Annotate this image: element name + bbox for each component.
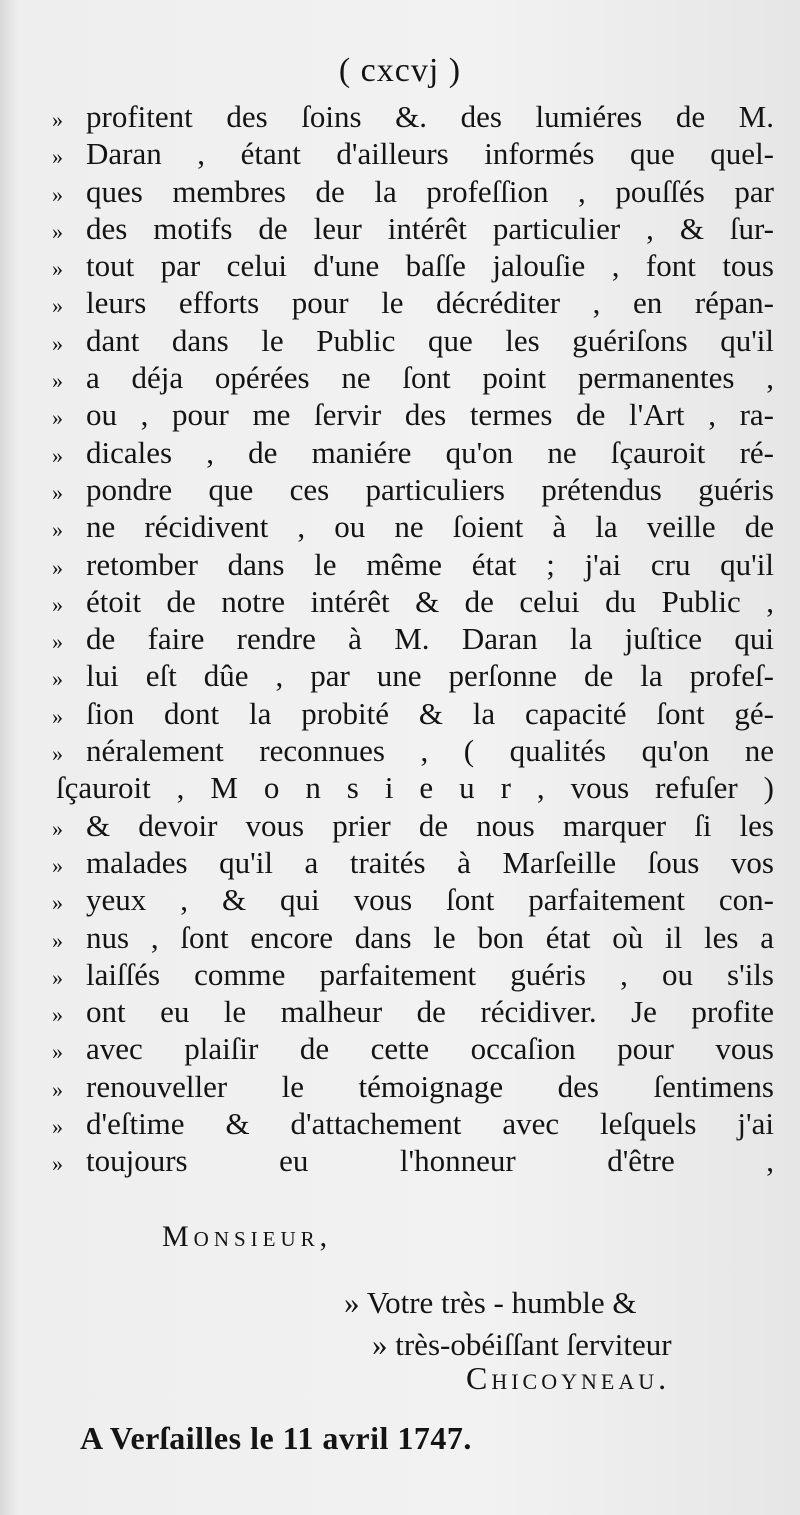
line-text: de faire rendre à M. Daran la juſtice qui <box>86 621 774 657</box>
dateline: A Verſailles le 11 avril 1747. <box>80 1420 472 1456</box>
signature: Chicoyneau. <box>466 1360 671 1396</box>
text-line <box>52 993 774 1030</box>
salutation: Monsieur, <box>162 1220 333 1253</box>
line-text: dicales , de maniére qu'on ne ſçauroit ré- <box>86 434 774 470</box>
line-text: lui eſt dûe , par une perſonne de la profeſ- <box>86 658 774 694</box>
text-line <box>52 844 774 881</box>
quotation-mark: » <box>52 144 63 170</box>
quotation-mark: » <box>52 1114 63 1140</box>
line-text: a déja opérées ne ſont point permanentes , <box>86 360 774 396</box>
text-line <box>52 956 774 993</box>
quotation-mark: » <box>52 181 63 207</box>
quotation-mark: » <box>52 1039 63 1065</box>
quotation-mark: » <box>52 815 63 841</box>
line-text: profitent des ſoins &. des lumiéres de M. <box>86 99 774 134</box>
line-text: pondre que ces particuliers prétendus guéris <box>86 471 774 507</box>
quotation-mark: » <box>52 293 63 319</box>
page-number: ( cxcvj ) <box>338 52 462 89</box>
line-text: Daran , étant d'ailleurs informés que quel- <box>86 136 774 172</box>
line-text: ſion dont la probité & la capacité ſont gé- <box>86 695 774 731</box>
line-text: laiſſés comme parfaitement guéris , ou s'ils <box>86 956 774 992</box>
quotation-mark: » <box>52 256 63 282</box>
sign-off-line: » très-obéiſſant ſerviteur <box>372 1327 672 1362</box>
quotation-mark: » <box>52 442 63 468</box>
quotation-mark: » <box>52 703 63 729</box>
text-line <box>52 1068 774 1105</box>
text-line <box>52 657 774 694</box>
quotation-mark: » <box>52 1151 63 1177</box>
sign-off-line: » Votre très - humble & <box>344 1285 637 1320</box>
text-line <box>52 508 774 545</box>
quotation-mark: » <box>52 218 63 244</box>
line-text: ne récidivent , ou ne ſoient à la veille de <box>86 509 774 545</box>
quotation-mark: » <box>52 517 63 543</box>
text-line <box>52 769 774 806</box>
line-text: renouveller le témoignage des ſentimens <box>86 1068 774 1104</box>
text-line <box>52 98 774 135</box>
line-text: toujours eu l'honneur d'être , <box>86 1143 774 1179</box>
text-line <box>52 919 774 956</box>
text-line <box>52 210 774 247</box>
text-line <box>52 359 774 396</box>
text-line <box>52 695 774 732</box>
text-line <box>52 173 774 210</box>
line-text: malades qu'il a traités à Marſeille ſous vos <box>86 844 774 880</box>
quotation-mark: » <box>52 927 63 953</box>
quotation-mark: » <box>52 479 63 505</box>
line-text: ou , pour me ſervir des termes de l'Art , ra- <box>86 397 774 433</box>
quotation-mark: » <box>52 741 63 767</box>
quotation-mark: » <box>52 591 63 617</box>
text-line <box>52 396 774 433</box>
text-line <box>52 583 774 620</box>
text-line <box>52 1142 774 1179</box>
line-text: retomber dans le même état ; j'ai cru qu'il <box>86 546 774 582</box>
line-text: néralement reconnues , ( qualités qu'on ne <box>86 733 774 769</box>
text-line <box>52 135 774 172</box>
text-line <box>52 322 774 359</box>
line-text: des motifs de leur intérêt particulier , & ſur- <box>86 210 774 246</box>
text-line <box>52 247 774 284</box>
line-text: ont eu le malheur de récidiver. Je profite <box>86 994 774 1030</box>
quotation-mark: » <box>52 554 63 580</box>
line-text: & devoir vous prier de nous marquer ſi les <box>86 807 774 843</box>
text-line <box>52 284 774 321</box>
quotation-mark: » <box>52 1076 63 1102</box>
quotation-mark: » <box>52 330 63 356</box>
quotation-mark: » <box>52 368 63 394</box>
letter-body <box>52 98 774 1180</box>
text-line <box>52 546 774 583</box>
quotation-mark: » <box>52 405 63 431</box>
line-text: ſçauroit , M o n s i e u r , vous refuſer ) <box>56 770 774 806</box>
quotation-mark: » <box>52 890 63 916</box>
line-text: leurs efforts pour le décréditer , en répan- <box>86 285 774 321</box>
quotation-mark: » <box>52 666 63 692</box>
quotation-mark: » <box>52 852 63 878</box>
text-line <box>52 881 774 918</box>
line-text: nus , ſont encore dans le bon état où il les a <box>86 919 774 955</box>
line-text: tout par celui d'une baſſe jalouſie , font tous <box>86 248 774 284</box>
sign-off <box>344 1282 672 1366</box>
quotation-mark: » <box>52 1002 63 1028</box>
text-line <box>52 732 774 769</box>
line-text: étoit de notre intérêt & de celui du Public , <box>86 583 774 619</box>
line-text: avec plaiſir de cette occaſion pour vous <box>86 1031 774 1067</box>
line-text: ques membres de la profeſſion , pouſſés par <box>86 173 774 209</box>
line-text: dant dans le Public que les guériſons qu'il <box>86 322 774 358</box>
quotation-mark: » <box>52 107 63 132</box>
line-text: d'eſtime & d'attachement avec leſquels j'ai <box>86 1106 774 1142</box>
text-line <box>52 471 774 508</box>
text-line <box>52 620 774 657</box>
quotation-mark: » <box>52 964 63 990</box>
text-line <box>52 434 774 471</box>
line-text: yeux , & qui vous ſont parfaitement con- <box>86 882 774 918</box>
text-line <box>52 807 774 844</box>
text-line <box>52 1105 774 1142</box>
text-line <box>52 1030 774 1067</box>
quotation-mark: » <box>52 629 63 655</box>
